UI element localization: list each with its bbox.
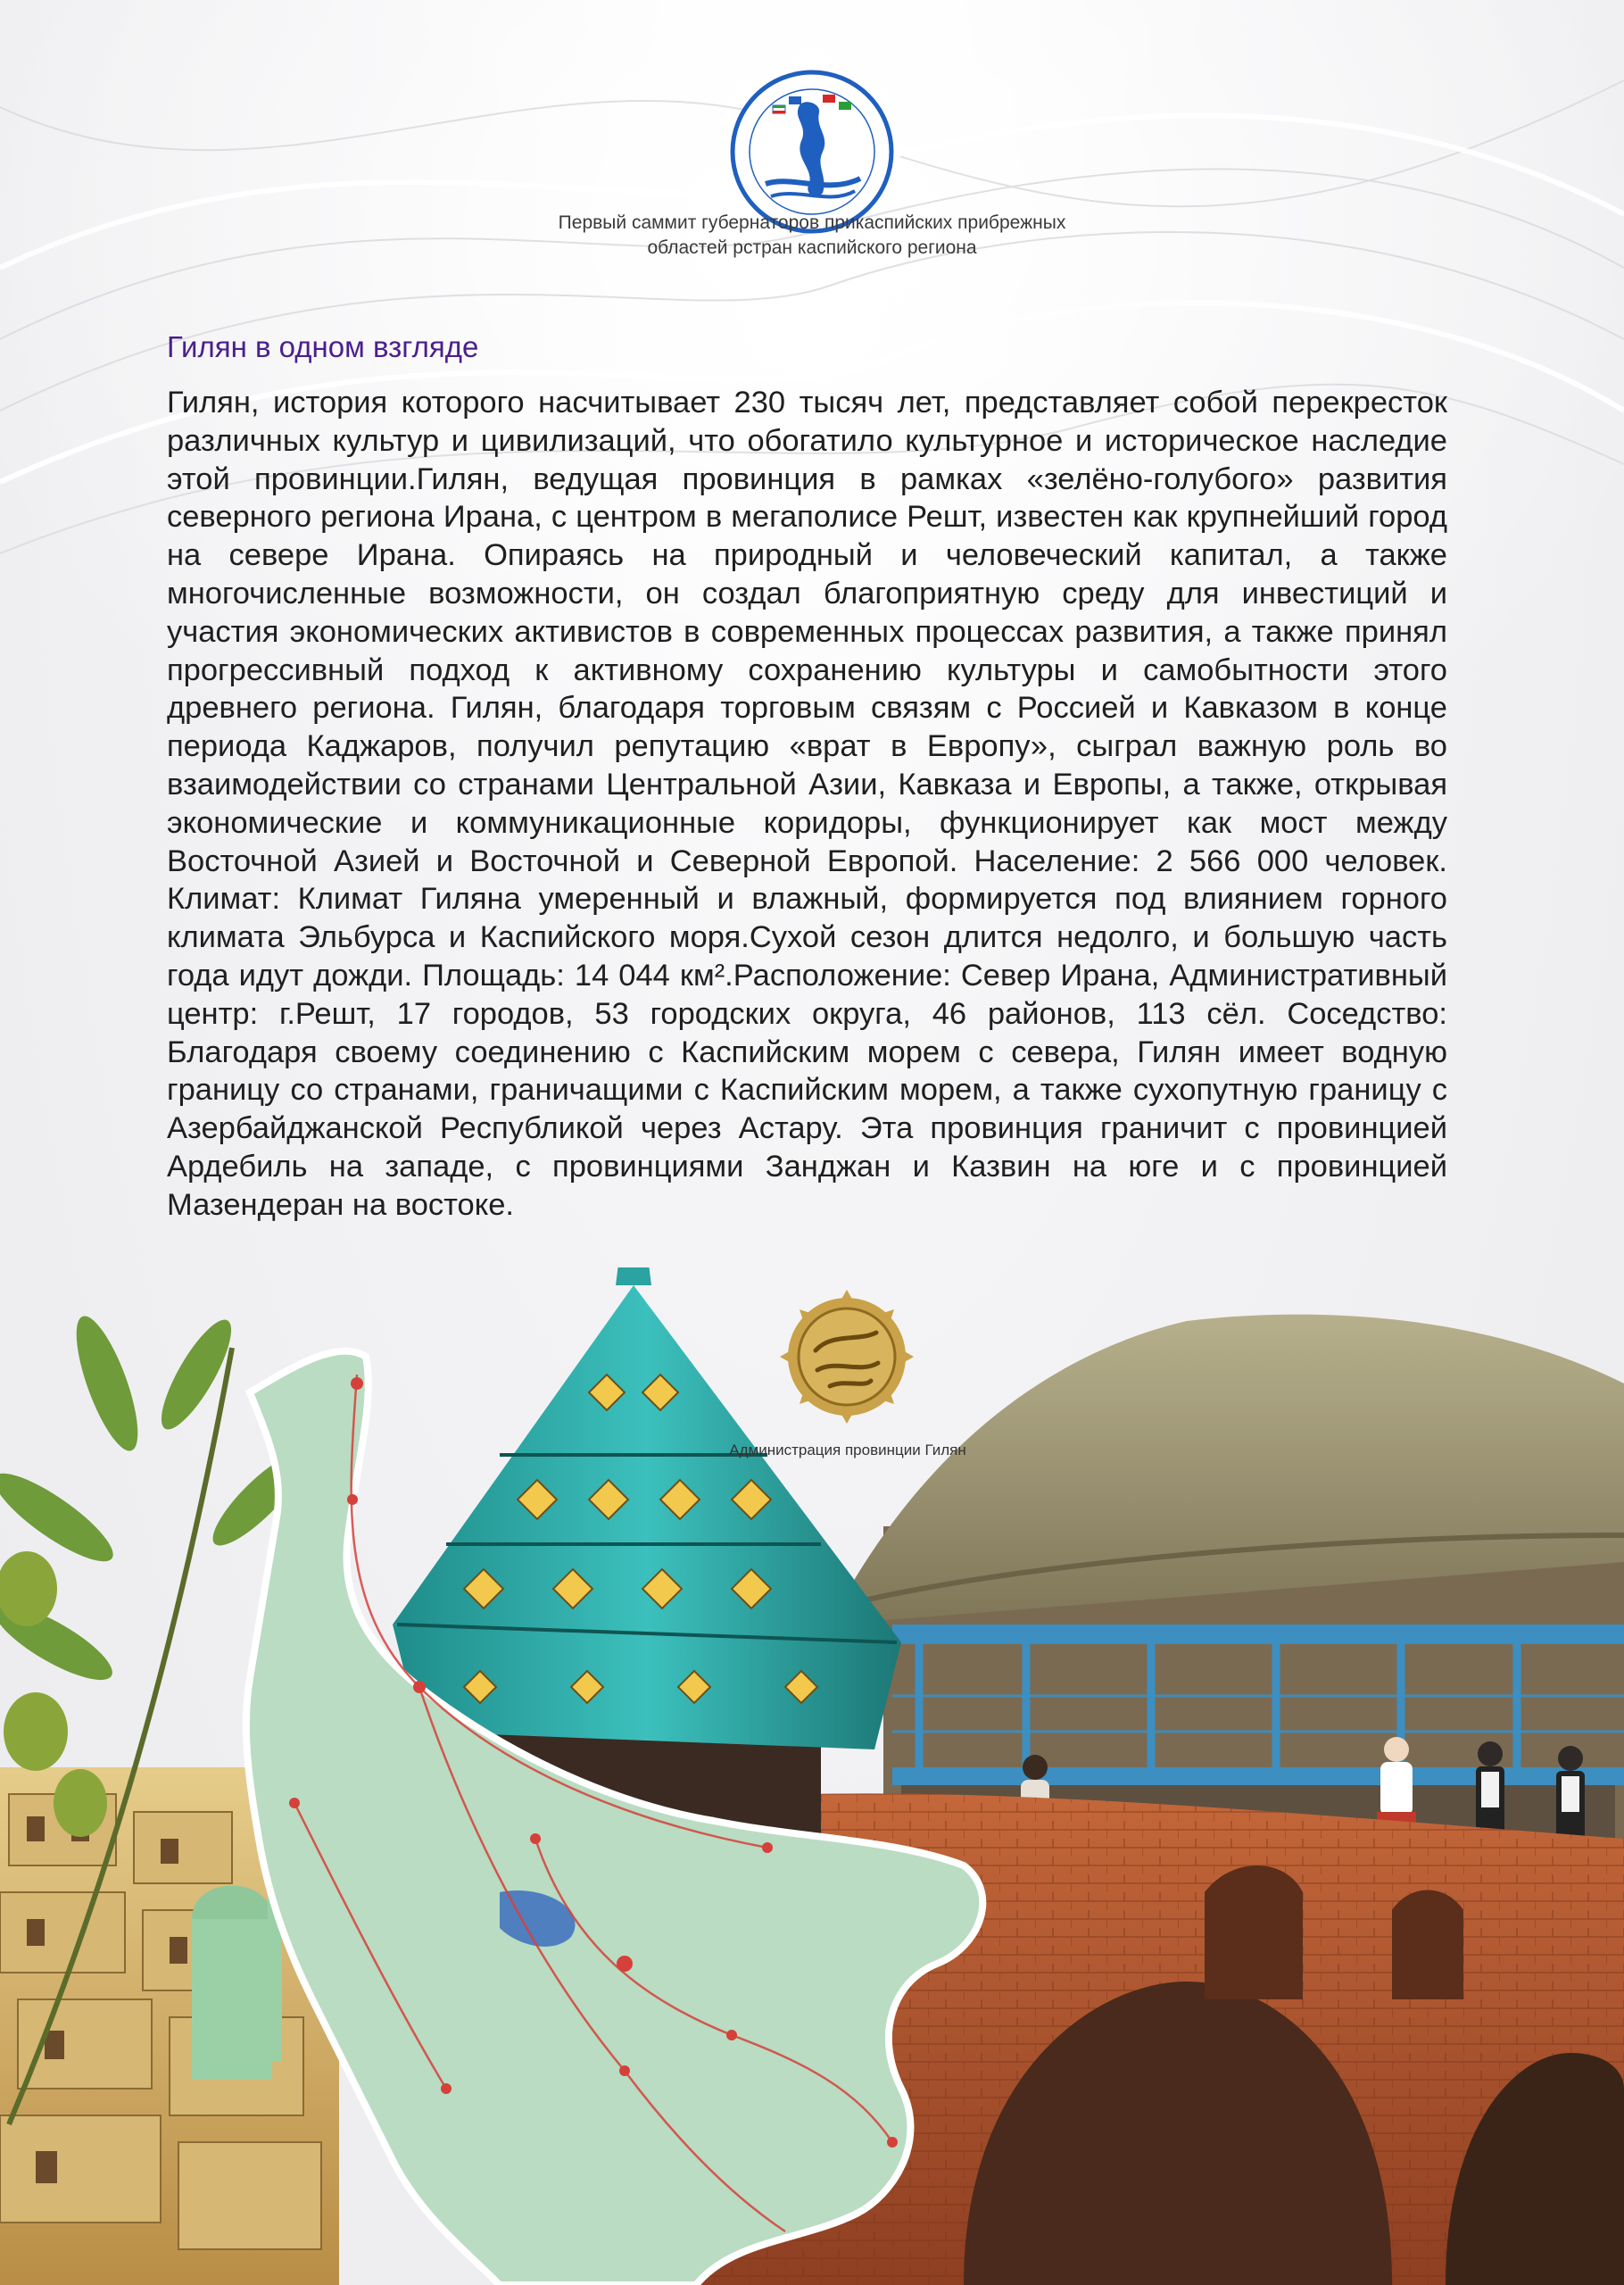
summit-title-line-2: областей рстран каспийского региона <box>647 237 977 258</box>
admin-caption: Администрация провинции Гилян <box>729 1442 966 1458</box>
caspian-forum-logo-icon <box>730 70 894 234</box>
body-paragraph: Гилян, история которого насчитывает 230 тысяч лет, представляет собой перекресток различных культур и цивилизаций, что обогатило культурное и историческое наследие этой провинции.Гилян, ведущая провинция в рамках «зелёно-голубого» развития северного региона Ирана, с центром в мегаполисе Решт, известен как крупнейший город на севере Ирана. Опираясь на природный и человеческий капитал, а также многочисленные возможности, он создал благоприятную среду для инвестиций и участия экономических активистов в современных процессах развития, а также принял прогрессивный подход к активному сохранению культуры и самобытности этого древнего региона. Гилян, благодаря торговым связям с Россией и Кавказом в конце периода Каджаров, получил репутацию «врат в Европу», сыграл важную роль во взаимодействии со странами Центральной Азии, Кавказа и Европы, а также, открывая экономические и коммуникационные коридоры, функционирует как мост между Восточной Азией и Восточной и Северной Европой. Население: 2 566 000 человек. Климат: Климат Гиляна умеренный и влажный, формируется под влиянием горного климата Эльбурса и Каспийского моря.Сухой сезон длится недолго, и большую часть года идут дожди. Площадь: 14 044 км².Расположение: Север Ирана, Административный центр: г.Решт, 17 городов, 53 городских округа, 46 районов, 113 сёл. Соседство: Благодаря своему соединению с Каспийским морем с севера, Гилян имеет водную границу со странами, граничащими с Каспийским морем, а также сухопутную границу с Азербайджанской Республикой через Астару. Эта провинция граничит с провинцией Ардебиль на западе, с провинциями Занджан и Казвин на юге и с провинцией Мазендеран на востоке. <box>167 386 1447 1222</box>
gold-seal-icon <box>778 1288 916 1425</box>
summit-title-line-1: Первый саммит губернаторов прикаспийских прибрежных <box>558 212 1066 233</box>
summit-title <box>410 211 1214 261</box>
section-title: Гилян в одном взгляде <box>167 330 479 363</box>
